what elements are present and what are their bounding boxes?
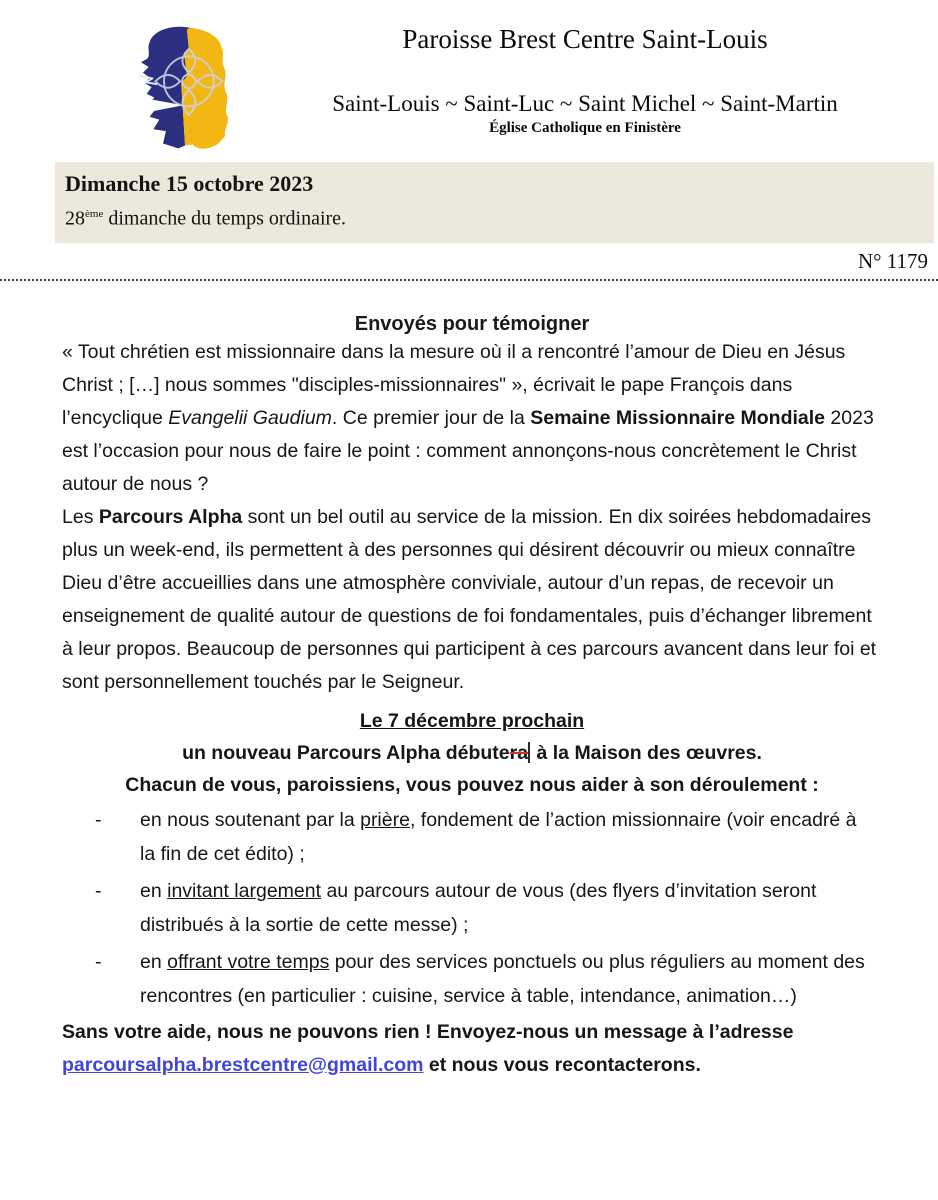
- announcement-date: Le 7 décembre prochain: [359, 709, 585, 732]
- closing-text: Sans votre aide, nous ne pouvons rien ! Envoyez-nous un message à l’adresse: [62, 1020, 794, 1043]
- parish-title: Paroisse Brest Centre Saint-Louis: [402, 24, 768, 54]
- article-title: Envoyés pour témoigner: [354, 312, 590, 335]
- ordinal-number: 28: [65, 207, 85, 230]
- dash-bullet: -: [95, 808, 102, 831]
- announcement-text: à la Maison des œuvres.: [531, 741, 762, 764]
- list-item: [62, 874, 882, 942]
- list-item-text: [140, 874, 882, 942]
- parcours-alpha-bold: Parcours Alpha: [98, 505, 243, 528]
- paragraph-1: [62, 336, 882, 501]
- bullet-emphasis: invitant largement: [167, 879, 322, 902]
- issue-number: N° 1179: [857, 248, 928, 273]
- announcement-text: un nouveau Parcours Alpha débute: [182, 741, 510, 764]
- header-text-block: [232, 24, 938, 137]
- diocese-tagline: Église Catholique en Finistère: [489, 120, 681, 136]
- list-item: [62, 945, 882, 1013]
- dotted-separator: [0, 279, 938, 281]
- bullet-emphasis: offrant votre temps: [167, 950, 330, 973]
- announcement-date-line: [62, 705, 882, 737]
- dash-bullet: -: [95, 879, 102, 902]
- p1-text: « Tout chrétien est missionnaire dans la mesure où il a rencontré l’amour de Dieu en Jésus Christ ; […] nous sommes "disciples-missionnaires" », écrivait le pape François dans l’encyclique: [62, 340, 846, 429]
- announcement-block: [62, 705, 882, 801]
- announcement-help-line: Chacun de vous, paroissiens, vous pouvez nous aider à son déroulement :: [125, 773, 819, 796]
- p1-text: 2023 est l’occasion pour nous de faire le point : comment annonçons-nous concrètement le Christ autour de nous ?: [62, 406, 874, 495]
- list-item-text: [140, 803, 882, 871]
- ordinal-rest: dimanche du temps ordinaire.: [103, 207, 347, 230]
- p2-text: Les: [62, 505, 99, 528]
- list-item-text: [140, 945, 882, 1013]
- article-body: [0, 313, 938, 1082]
- bullet-emphasis: prière: [360, 808, 410, 831]
- announcement-location-line: [62, 737, 882, 769]
- closing-paragraph: [62, 1016, 882, 1082]
- tracked-deletion: ra: [509, 741, 529, 764]
- p1-text: . Ce premier jour de la: [331, 406, 531, 429]
- encyclical-title: Evangelii Gaudium: [168, 406, 332, 429]
- bullet-text: en: [140, 950, 168, 973]
- email-link[interactable]: parcoursalpha.brestcentre@gmail.com: [62, 1053, 424, 1076]
- bullet-text: au parcours autour de vous (des flyers d’invitation seront distribués à la sortie de cette messe) ;: [140, 879, 817, 936]
- missionary-week-bold: Semaine Missionnaire Mondiale: [530, 406, 826, 429]
- list-item: [62, 803, 882, 871]
- p2-text: sont un bel outil au service de la mission. En dix soirées hebdomadaires plus un week-end, ils permettent à des personnes qui désirent découvrir ou mieux connaître Dieu d’être accueillies dans une atmosphère conviviale, autour d’un repas, de recevoir un enseignement de qualité autour de questions de foi fondamentales, puis d’échanger librement à leur propos. Beaucoup de personnes qui participent à ces parcours avancent dans leur foi et sont personnellement touchés par le Seigneur.: [62, 505, 877, 693]
- liturgical-day-line: [65, 199, 924, 234]
- bullet-text: en nous soutenant par la: [140, 808, 361, 831]
- bullet-text: , fondement de l’action missionnaire (voir encadré à la fin de cet édito) ;: [140, 808, 857, 865]
- paragraph-2: [62, 501, 882, 699]
- closing-text: et nous vous recontacterons.: [423, 1053, 701, 1076]
- churches-list: Saint-Louis ~ Saint-Luc ~ Saint Michel ~ Saint-Martin: [332, 91, 838, 116]
- dash-bullet: -: [95, 950, 102, 973]
- page-header: [0, 0, 938, 162]
- bullet-text: en: [140, 879, 168, 902]
- help-list: [62, 803, 882, 1013]
- bullet-text: pour des services ponctuels ou plus réguliers au moment des rencontres (en particulier : cuisine, service à table, intendance, animation…): [140, 950, 865, 1007]
- text-cursor: [528, 742, 530, 763]
- date-line: Dimanche 15 octobre 2023: [65, 171, 314, 196]
- ordinal-suffix: ème: [85, 208, 104, 220]
- date-box: [55, 162, 934, 243]
